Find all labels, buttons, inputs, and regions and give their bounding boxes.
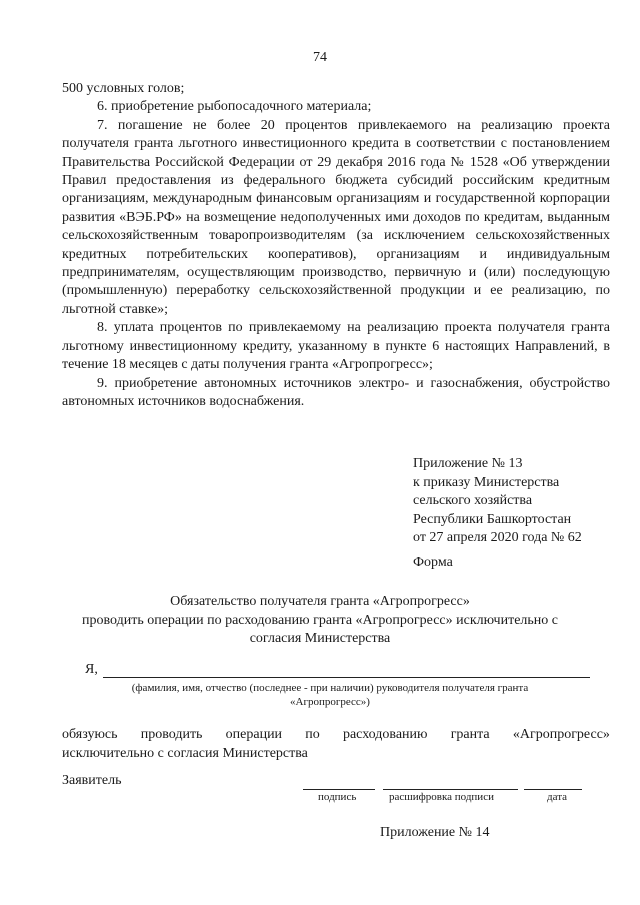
caption-line: (фамилия, имя, отчество (последнее - при наличии) руководителя получателя гранта xyxy=(131,682,529,694)
annex-header xyxy=(413,455,582,548)
page-number: 74 xyxy=(313,50,327,65)
caption-line: «Агропрогресс») xyxy=(290,696,370,708)
applicant-label: Заявитель xyxy=(62,773,122,788)
paragraph-item-6: 6. приобретение рыбопосадочного материала; xyxy=(97,99,372,115)
form-heading xyxy=(0,593,640,649)
obligation-line-1 xyxy=(62,726,610,745)
paragraph-item-9: 9. приобретение автономных источников электро- и газоснабжения, обустройство автономных источников водоснабжения. xyxy=(62,375,610,409)
obligation-word: расходованию xyxy=(342,727,428,742)
annex-line: сельского хозяйства xyxy=(413,493,533,508)
annex-date: от 27 апреля 2020 года № 62 xyxy=(413,530,582,545)
heading-line: проводить операции по расходованию гранта «Агропрогресс» исключительно с xyxy=(81,612,558,628)
heading-line: Обязательство получателя гранта «Агропрогресс» xyxy=(170,594,470,609)
name-field-label: Я, xyxy=(85,662,98,677)
signature-decoding-line[interactable] xyxy=(383,789,518,790)
obligation-word: проводить xyxy=(140,727,203,742)
paragraph-item-8: 8. уплата процентов по привлекаемому на реализацию проекта получателя гранта льготному инвестиционному кредиту, указанному в пункте 6 настоящих Направлений, в течение 18 месяцев с даты получения гранта «Агропрогресс»; xyxy=(62,320,610,373)
date-caption: дата xyxy=(547,791,568,803)
form-label: Форма xyxy=(413,555,453,570)
paragraph-continuation: 500 условных голов; xyxy=(62,81,185,96)
next-annex-title: Приложение № 14 xyxy=(380,825,490,840)
obligation-word: обязуюсь xyxy=(62,727,118,742)
annex-line: к приказу Министерства xyxy=(413,474,560,490)
obligation-word: гранта xyxy=(450,727,490,742)
obligation-word: операции xyxy=(225,727,283,742)
signature-decoding-caption: расшифровка подписи xyxy=(389,791,494,803)
name-field-line[interactable] xyxy=(103,677,590,678)
body-text xyxy=(62,80,610,411)
signature-line[interactable] xyxy=(303,789,375,790)
heading-line: согласия Министерства xyxy=(249,631,391,646)
date-line[interactable] xyxy=(524,789,582,790)
obligation-word: «Агропрогресс» xyxy=(512,727,610,742)
name-field-caption xyxy=(60,681,600,709)
signature-caption: подпись xyxy=(318,791,357,803)
annex-line: Республики Башкортостан xyxy=(413,511,572,527)
obligation-line-2: исключительно с согласия Министерства xyxy=(62,745,308,761)
name-field-row xyxy=(85,662,590,680)
obligation-text xyxy=(62,726,610,763)
obligation-word: по xyxy=(305,727,320,742)
annex-title: Приложение № 13 xyxy=(413,456,523,471)
paragraph-item-7: 7. погашение не более 20 процентов привлекаемого на реализацию проекта получателя гранта льготного инвестиционного кредита в соответствии с постановлением Правительства Российской Федерации от 29 декабря 2016 года № 1528 «Об утверждении Правил предоставления из федерального бюджета субсидий российским кредитным организациям, международным финансовым организациям и государственной корпорации развития «ВЭБ.РФ» на возмещение недополученных ими доходов по кредитам, выданным сельскохозяйственным товаропроизводителям (за исключением сельскохозяйственных кредитных потребительских кооперативов), организациям и индивидуальным предпринимателям, осуществляющим производство, первичную и (или) последующую (промышленную) переработку сельскохозяйственной продукции и ее реализацию, по льготной ставке»; xyxy=(62,117,610,317)
